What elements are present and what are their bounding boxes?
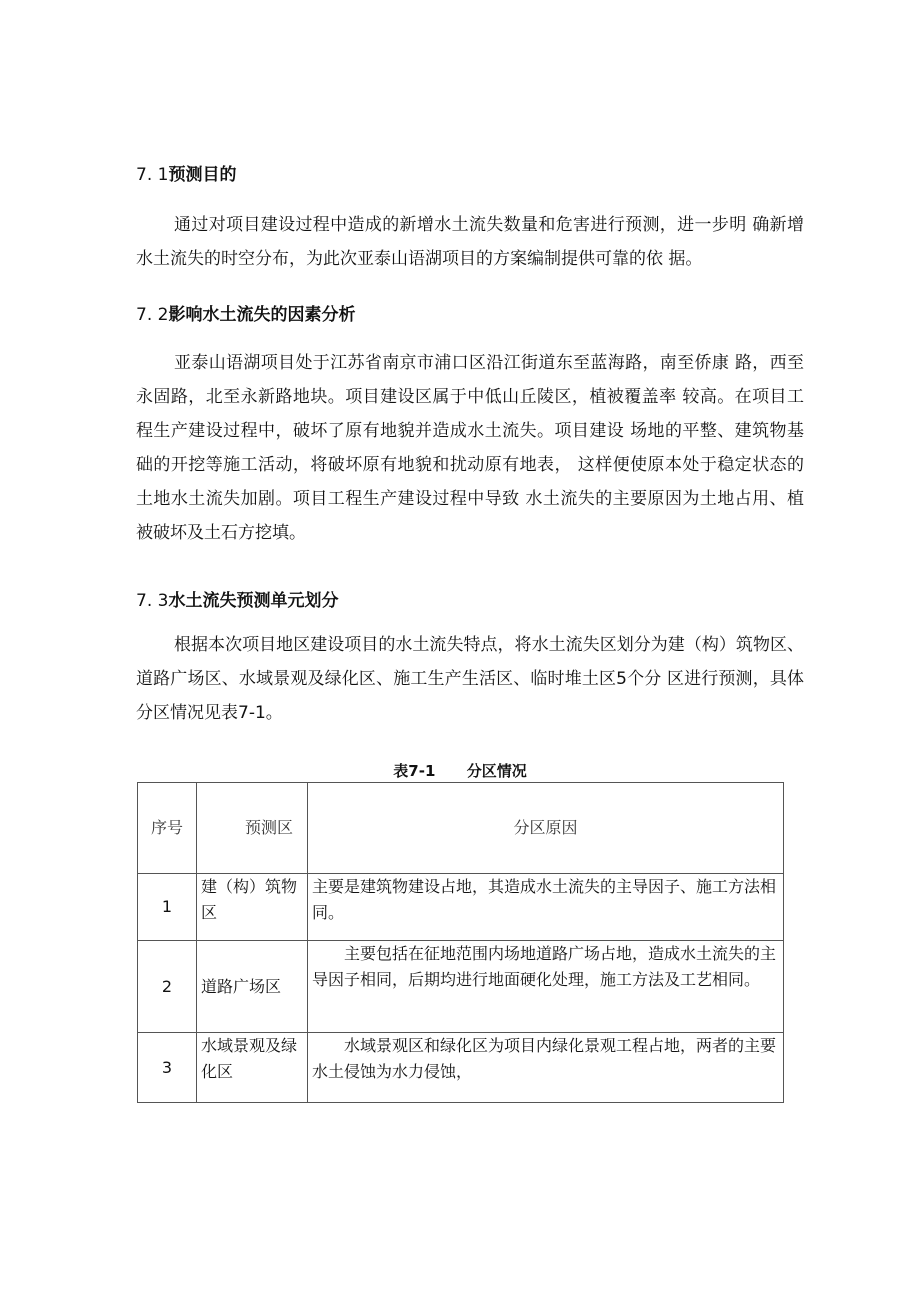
paragraph-7-1: 通过对项目建设过程中造成的新增水土流失数量和危害进行预测，进一步明 确新增水土流失的时空分布，为此次亚泰山语湖项目的方案编制提供可靠的依 据。 <box>136 215 804 269</box>
row-no: 3 <box>138 1033 197 1103</box>
table-row <box>138 941 784 1033</box>
section-number: 7. 2 <box>136 305 169 325</box>
section-heading-7-3 <box>136 589 338 613</box>
paragraph-7-2: 亚泰山语湖项目处于江苏省南京市浦口区沿江街道东至蓝海路，南至侨康 路，西至永固路，北至永新路地块。项目建设区属于中低山丘陵区，植被覆盖率 较高。在项目工程生产建设过程中，破坏了原有地貌并造成水土流失。项目建设 场地的平整、建筑物基础的开挖等施工活动，将破坏原有地貌和扰动原有地表， 这样便使原本处于稳定状态的土地水土流失加剧。项目工程生产建设过程中导致 水土流失的主要原因为土地占用、植被破坏及土石方挖填。 <box>136 353 804 543</box>
row-reason: 主要是建筑物建设占地，其造成水土流失的主导因子、施工方法相同。 <box>308 874 784 941</box>
paragraph-7-3: 根据本次项目地区建设项目的水土流失特点，将水土流失区划分为建（构）筑物区、道路广场区、水域景观及绿化区、施工生产生活区、临时堆土区5个分 区进行预测，具体分区情况见表7-1。 <box>136 635 804 723</box>
section-heading-7-2 <box>136 303 355 327</box>
zone-table <box>137 782 784 1103</box>
section-title: 影响水土流失的因素分析 <box>168 305 356 325</box>
row-area: 道路广场区 <box>197 941 308 1033</box>
row-no: 2 <box>138 941 197 1033</box>
section-number: 7. 3 <box>136 591 169 611</box>
row-reason: 水域景观区和绿化区为项目内绿化景观工程占地，两者的主要水土侵蚀为水力侵蚀， <box>308 1033 784 1103</box>
section-title: 水土流失预测单元划分 <box>168 591 339 611</box>
table-caption: 表7-1 分区情况 <box>393 762 527 780</box>
row-reason: 主要包括在征地范围内场地道路广场占地，造成水土流失的主导因子相同，后期均进行地面硬化处理，施工方法及工艺相同。 <box>308 941 784 1033</box>
row-no: 1 <box>138 874 197 941</box>
row-area: 建（构）筑物区 <box>197 874 308 941</box>
header-area: 预测区 <box>197 783 308 874</box>
table-row <box>138 874 784 941</box>
table-header-row <box>138 783 784 874</box>
section-heading-7-1 <box>136 163 236 187</box>
section-title: 预测目的 <box>168 165 237 185</box>
row-area: 水域景观及绿化区 <box>197 1033 308 1103</box>
table-row <box>138 1033 784 1103</box>
header-no: 序号 <box>138 783 197 874</box>
header-reason: 分区原因 <box>308 783 784 874</box>
section-number: 7. 1 <box>136 165 169 185</box>
